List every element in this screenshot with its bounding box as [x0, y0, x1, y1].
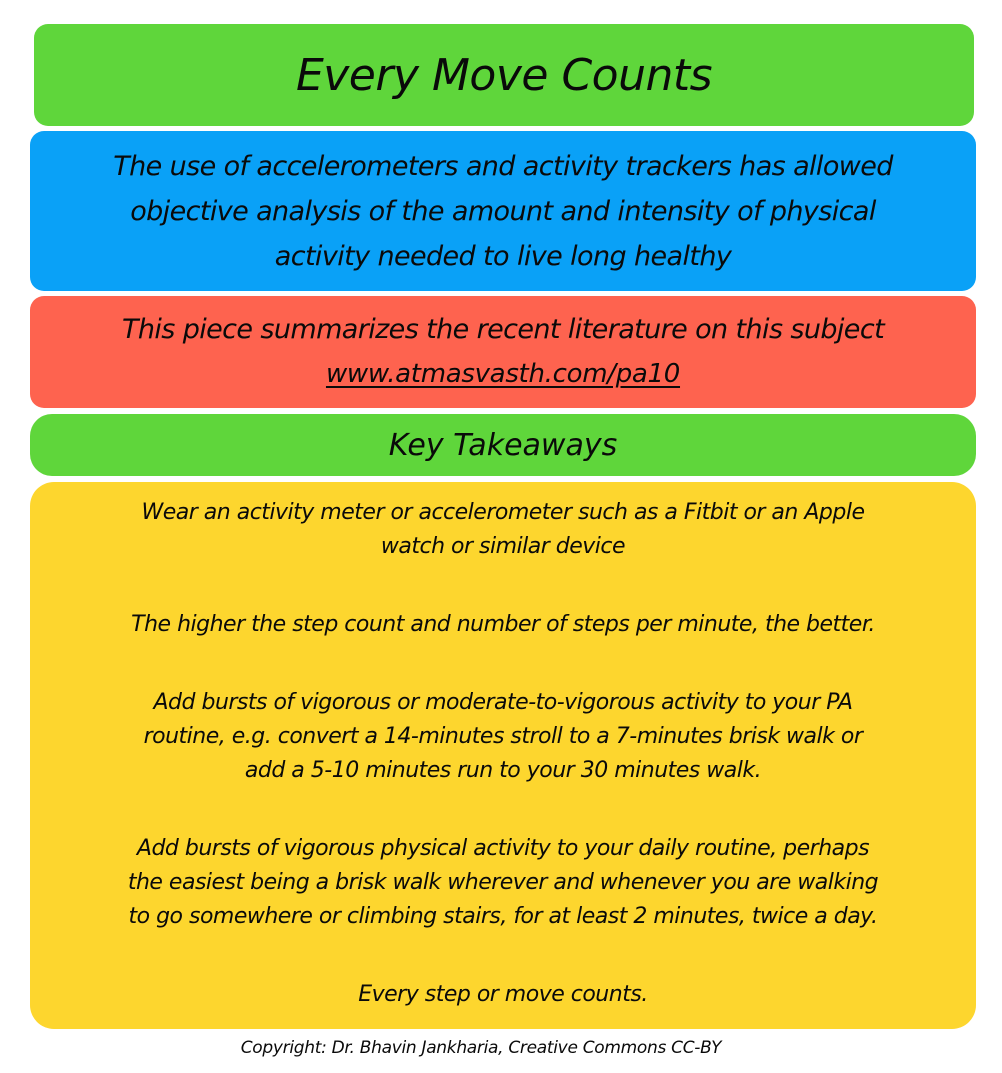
source-text: This piece summarizes the recent literature on this subject	[121, 314, 885, 345]
intro-line-2: objective analysis of the amount and intensity of physical	[130, 195, 876, 227]
intro-line-3: activity needed to live long healthy	[274, 240, 732, 272]
takeaway-line: to go somewhere or climbing stairs, for at least 2 minutes, twice a day.	[128, 904, 878, 929]
intro-line-1: The use of accelerometers and activity trackers has allowed	[113, 150, 893, 182]
takeaway-item	[128, 832, 878, 934]
takeaway-item	[358, 978, 648, 1012]
takeaway-item	[131, 608, 875, 642]
takeaway-line: The higher the step count and number of steps per minute, the better.	[131, 612, 875, 637]
page-title: Every Move Counts	[295, 49, 713, 101]
source-box	[30, 296, 976, 408]
takeaway-line: the easiest being a brisk walk wherever and whenever you are walking	[127, 870, 879, 895]
takeaway-line: Every step or move counts.	[358, 982, 648, 1007]
takeaway-line: Wear an activity meter or accelerometer such as a Fitbit or an Apple	[141, 500, 865, 525]
takeaways-list	[30, 482, 976, 1029]
title-banner	[34, 24, 974, 126]
takeaways-heading-box	[30, 414, 976, 476]
intro-box	[30, 131, 976, 291]
takeaways-heading: Key Takeaways	[388, 427, 618, 463]
copyright-notice: Copyright: Dr. Bhavin Jankharia, Creative Commons CC-BY	[240, 1038, 722, 1058]
takeaway-line: routine, e.g. convert a 14-minutes stroll to a 7-minutes brisk walk or	[143, 724, 863, 749]
takeaway-line: watch or similar device	[380, 534, 626, 559]
takeaway-line: add a 5-10 minutes run to your 30 minutes walk.	[244, 758, 762, 783]
takeaway-line: Add bursts of vigorous physical activity to your daily routine, perhaps	[136, 836, 870, 861]
takeaway-item	[144, 686, 863, 788]
source-link[interactable]: www.atmasvasth.com/pa10	[325, 359, 681, 389]
takeaway-line: Add bursts of vigorous or moderate-to-vigorous activity to your PA	[153, 690, 853, 715]
takeaway-item	[142, 496, 865, 564]
